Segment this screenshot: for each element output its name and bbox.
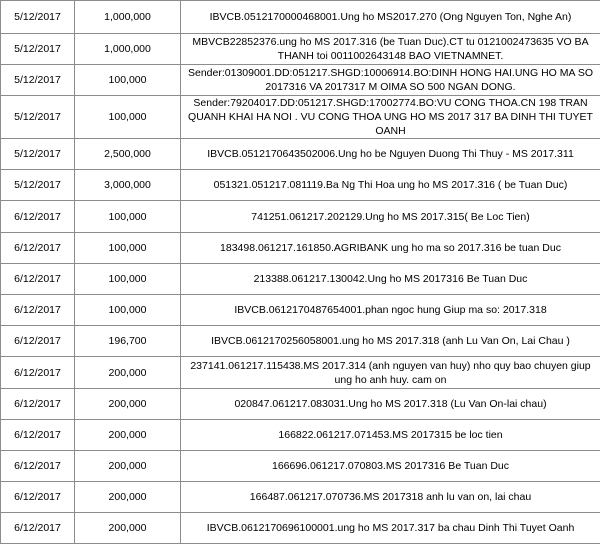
description-cell: MBVCB22852376.ung ho MS 2017.316 (be Tuan Duc).CT tu 0121002473635 VO BA THANH toi 0011002643148 BAO VIETNAMNET. — [181, 34, 600, 65]
table-row — [1, 96, 600, 139]
table-row — [1, 482, 600, 513]
table-row — [1, 357, 600, 389]
description-cell: 166822.061217.071453.MS 2017315 be loc tien — [181, 420, 600, 451]
amount-cell: 200,000 — [75, 482, 181, 513]
description-cell: 166696.061217.070803.MS 2017316 Be Tuan Duc — [181, 451, 600, 482]
amount-cell: 200,000 — [75, 451, 181, 482]
amount-cell: 1,000,000 — [75, 34, 181, 65]
date-cell: 6/12/2017 — [1, 357, 75, 389]
description-cell: IBVCB.0512170000468001.Ung ho MS2017.270 (Ong Nguyen Ton, Nghe An) — [181, 1, 600, 34]
amount-cell: 2,500,000 — [75, 139, 181, 170]
date-cell: 5/12/2017 — [1, 96, 75, 139]
amount-cell: 200,000 — [75, 420, 181, 451]
table-row — [1, 420, 600, 451]
amount-cell: 200,000 — [75, 513, 181, 544]
description-cell: IBVCB.0612170487654001.phan ngoc hung Giup ma so: 2017.318 — [181, 295, 600, 326]
description-cell: IBVCB.0612170696100001.ung ho MS 2017.317 ba chau Dinh Thi Tuyet Oanh — [181, 513, 600, 544]
date-cell: 5/12/2017 — [1, 34, 75, 65]
date-cell: 6/12/2017 — [1, 295, 75, 326]
amount-cell: 100,000 — [75, 65, 181, 96]
description-cell: IBVCB.0512170643502006.Ung ho be Nguyen Duong Thi Thuy - MS 2017.311 — [181, 139, 600, 170]
table-row — [1, 389, 600, 420]
description-cell: 741251.061217.202129.Ung ho MS 2017.315( Be Loc Tien) — [181, 201, 600, 233]
date-cell: 6/12/2017 — [1, 420, 75, 451]
table-row — [1, 139, 600, 170]
date-cell: 6/12/2017 — [1, 201, 75, 233]
amount-cell: 100,000 — [75, 201, 181, 233]
description-cell: Sender:79204017.DD:051217.SHGD:17002774.BO:VU CONG THOA.CN 198 TRAN QUANH KHAI HA NOI . VU CONG THOA UNG HO MS 2017 317 BA DINH THI TUYET OANH — [181, 96, 600, 139]
date-cell: 6/12/2017 — [1, 513, 75, 544]
description-cell: Sender:01309001.DD:051217.SHGD:10006914.BO:DINH HONG HAI.UNG HO MA SO 2017316 VA 2017317 M OIMA SO 500 NGAN DONG. — [181, 65, 600, 96]
description-cell: 213388.061217.130042.Ung ho MS 2017316 Be Tuan Duc — [181, 264, 600, 295]
date-cell: 5/12/2017 — [1, 139, 75, 170]
date-cell: 6/12/2017 — [1, 264, 75, 295]
description-cell: 051321.051217.081119.Ba Ng Thi Hoa ung ho MS 2017.316 ( be Tuan Duc) — [181, 170, 600, 201]
date-cell: 6/12/2017 — [1, 326, 75, 357]
amount-cell: 196,700 — [75, 326, 181, 357]
date-cell: 6/12/2017 — [1, 233, 75, 264]
amount-cell: 3,000,000 — [75, 170, 181, 201]
date-cell: 5/12/2017 — [1, 1, 75, 34]
transactions-body — [1, 1, 600, 544]
description-cell: IBVCB.0612170256058001.ung ho MS 2017.318 (anh Lu Van On, Lai Chau ) — [181, 326, 600, 357]
description-cell: 020847.061217.083031.Ung ho MS 2017.318 (Lu Van On-lai chau) — [181, 389, 600, 420]
date-cell: 5/12/2017 — [1, 65, 75, 96]
amount-cell: 100,000 — [75, 264, 181, 295]
table-row — [1, 170, 600, 201]
amount-cell: 200,000 — [75, 389, 181, 420]
table-row — [1, 65, 600, 96]
amount-cell: 100,000 — [75, 295, 181, 326]
amount-cell: 200,000 — [75, 357, 181, 389]
date-cell: 6/12/2017 — [1, 451, 75, 482]
description-cell: 183498.061217.161850.AGRIBANK ung ho ma so 2017.316 be tuan Duc — [181, 233, 600, 264]
date-cell: 5/12/2017 — [1, 170, 75, 201]
table-row — [1, 264, 600, 295]
date-cell: 6/12/2017 — [1, 389, 75, 420]
table-row — [1, 201, 600, 233]
table-row — [1, 34, 600, 65]
amount-cell: 1,000,000 — [75, 1, 181, 34]
table-row — [1, 295, 600, 326]
table-row — [1, 233, 600, 264]
date-cell: 6/12/2017 — [1, 482, 75, 513]
amount-cell: 100,000 — [75, 96, 181, 139]
table-row — [1, 513, 600, 544]
amount-cell: 100,000 — [75, 233, 181, 264]
description-cell: 166487.061217.070736.MS 2017318 anh lu van on, lai chau — [181, 482, 600, 513]
table-row — [1, 326, 600, 357]
table-row — [1, 451, 600, 482]
table-row — [1, 1, 600, 34]
description-cell: 237141.061217.115438.MS 2017.314 (anh nguyen van huy) nho quy bao chuyen giup ung ho anh huy. cam on — [181, 357, 600, 389]
